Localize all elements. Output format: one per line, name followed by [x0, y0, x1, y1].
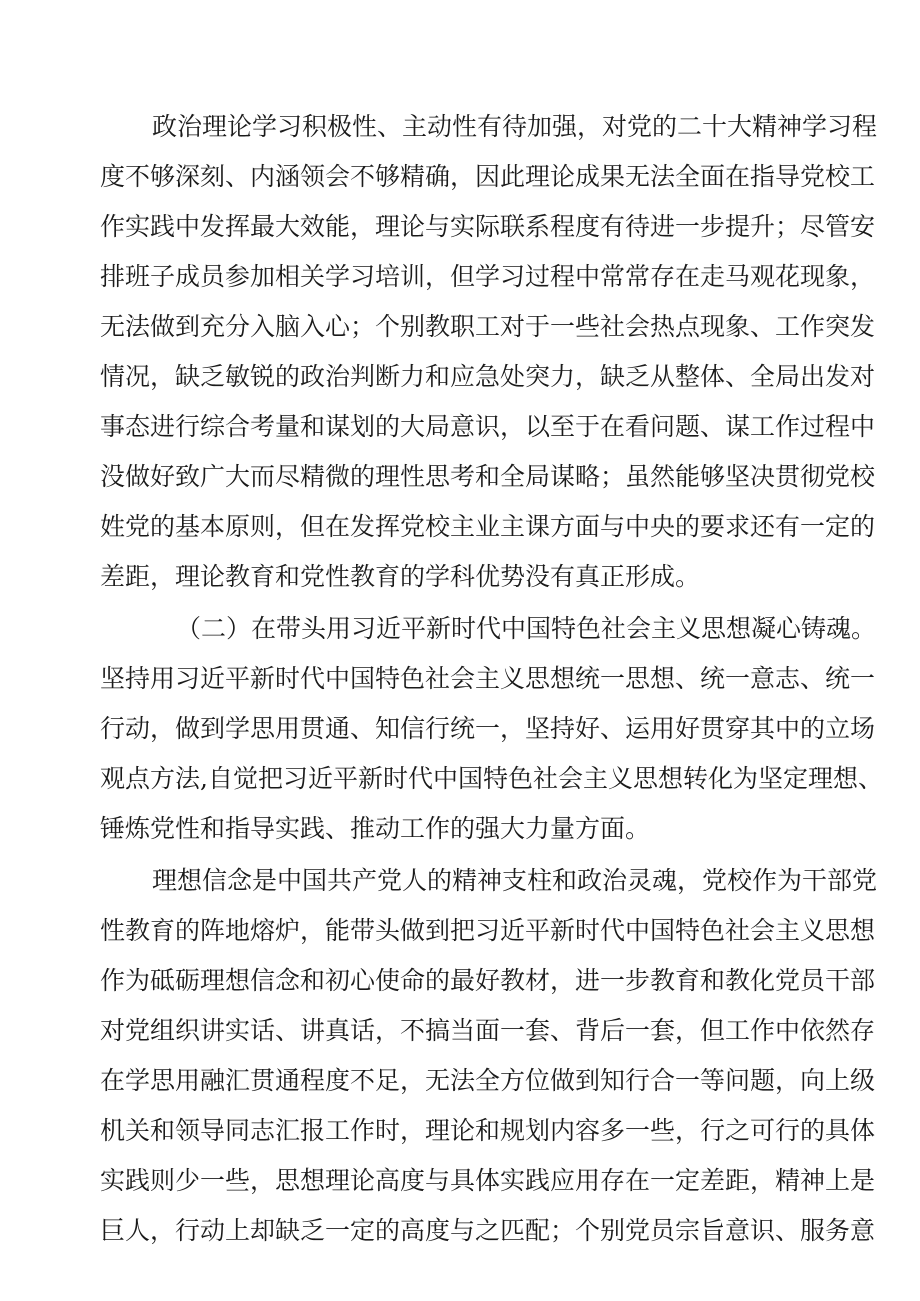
- paragraph-3-line-2: 性教育的阵地熔炉，能带头做到把习近平新时代中国特色社会主义思想: [100, 916, 876, 945]
- paragraph-1-line-8: 没做好致广大而尽精微的理性思考和全局谋略；虽然能够坚决贯彻党校: [100, 462, 876, 491]
- paragraph-2-line-3: 行动，做到学思用贯通、知信行统一，坚持好、运用好贯穿其中的立场: [100, 714, 876, 743]
- paragraph-3-line-8: 巨人，行动上却缺乏一定的高度与之匹配；个别党员宗旨意识、服务意: [100, 1216, 876, 1245]
- paragraph-1-line-9: 姓党的基本原则，但在发挥党校主业主课方面与中央的要求还有一定的: [100, 512, 876, 541]
- paragraph-3-line-4: 对党组织讲实话、讲真话，不搞当面一套、背后一套，但工作中依然存: [100, 1016, 876, 1045]
- paragraph-1-line-10: 差距，理论教育和党性教育的学科优势没有真正形成。: [100, 562, 701, 591]
- paragraph-1-line-4: 排班子成员参加相关学习培训，但学习过程中常常存在走马观花现象，: [100, 262, 876, 291]
- paragraph-1-line-5: 无法做到充分入脑入心；个别教职工对于一些社会热点现象、工作突发: [100, 312, 876, 341]
- paragraph-1-line-1: 政治理论学习积极性、主动性有待加强，对党的二十大精神学习程: [152, 112, 878, 141]
- section-heading-2: （二）在带头用习近平新时代中国特色社会主义思想凝心铸魂。: [176, 614, 877, 643]
- paragraph-3-line-7: 实践则少一些，思想理论高度与具体实践应用存在一定差距，精神上是: [100, 1166, 876, 1195]
- paragraph-3-line-6: 机关和领导同志汇报工作时，理论和规划内容多一些，行之可行的具体: [100, 1116, 876, 1145]
- paragraph-2-line-2: 坚持用习近平新时代中国特色社会主义思想统一思想、统一意志、统一: [100, 664, 876, 693]
- paragraph-1-line-2: 度不够深刻、内涵领会不够精确，因此理论成果无法全面在指导党校工: [100, 162, 876, 191]
- paragraph-1-line-3: 作实践中发挥最大效能，理论与实际联系程度有待进一步提升；尽管安: [100, 212, 876, 241]
- paragraph-3-line-1: 理想信念是中国共产党人的精神支柱和政治灵魂，党校作为干部党: [152, 866, 878, 895]
- paragraph-2-line-5: 锤炼党性和指导实践、推动工作的强大力量方面。: [100, 814, 651, 843]
- paragraph-3-line-5: 在学思用融汇贯通程度不足，无法全方位做到知行合一等问题，向上级: [100, 1066, 876, 1095]
- paragraph-1-line-7: 事态进行综合考量和谋划的大局意识，以至于在看问题、谋工作过程中: [100, 412, 876, 441]
- paragraph-1-line-6: 情况，缺乏敏锐的政治判断力和应急处突力，缺乏从整体、全局出发对: [100, 362, 876, 391]
- paragraph-2-line-4: 观点方法,自觉把习近平新时代中国特色社会主义思想转化为坚定理想、: [100, 764, 883, 793]
- paragraph-3-line-3: 作为砥砺理想信念和初心使命的最好教材，进一步教育和教化党员干部: [100, 966, 876, 995]
